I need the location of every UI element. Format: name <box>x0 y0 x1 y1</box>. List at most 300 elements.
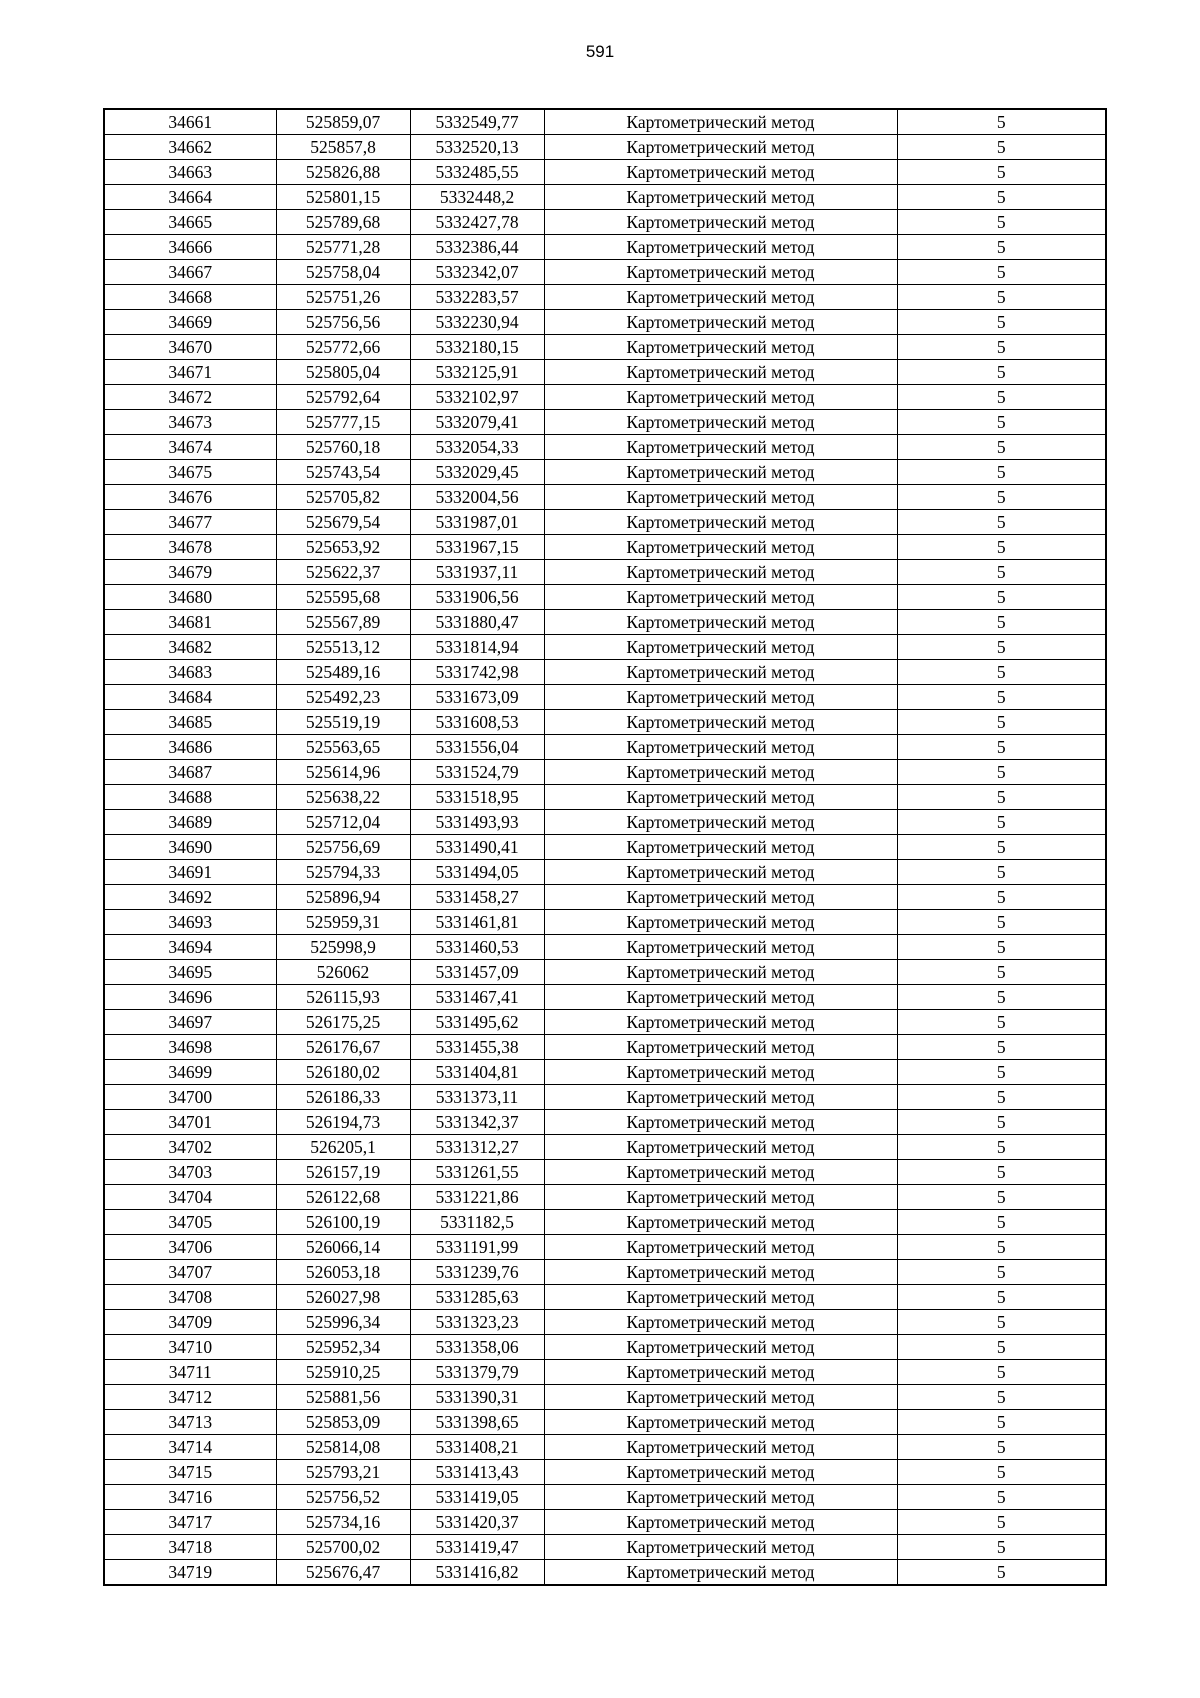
point-number-cell: 34715 <box>104 1460 276 1485</box>
method-cell: Картометрический метод <box>544 1310 897 1335</box>
point-number-cell: 34688 <box>104 785 276 810</box>
x-coordinate-cell: 525595,68 <box>276 585 410 610</box>
table-row <box>104 235 1106 260</box>
y-coordinate-cell: 5331404,81 <box>410 1060 544 1085</box>
x-coordinate-cell: 525567,89 <box>276 610 410 635</box>
table-row <box>104 860 1106 885</box>
y-coordinate-cell: 5332485,55 <box>410 160 544 185</box>
accuracy-cell: 5 <box>897 1510 1106 1535</box>
x-coordinate-cell: 525638,22 <box>276 785 410 810</box>
table-row <box>104 1385 1106 1410</box>
accuracy-cell: 5 <box>897 335 1106 360</box>
table-row <box>104 535 1106 560</box>
accuracy-cell: 5 <box>897 1160 1106 1185</box>
table-row <box>104 835 1106 860</box>
table-row <box>104 1435 1106 1460</box>
point-number-cell: 34663 <box>104 160 276 185</box>
y-coordinate-cell: 5332230,94 <box>410 310 544 335</box>
y-coordinate-cell: 5331419,05 <box>410 1485 544 1510</box>
point-number-cell: 34706 <box>104 1235 276 1260</box>
method-cell: Картометрический метод <box>544 410 897 435</box>
y-coordinate-cell: 5332342,07 <box>410 260 544 285</box>
y-coordinate-cell: 5332520,13 <box>410 135 544 160</box>
accuracy-cell: 5 <box>897 960 1106 985</box>
x-coordinate-cell: 525794,33 <box>276 860 410 885</box>
x-coordinate-cell: 525814,08 <box>276 1435 410 1460</box>
point-number-cell: 34694 <box>104 935 276 960</box>
point-number-cell: 34670 <box>104 335 276 360</box>
point-number-cell: 34661 <box>104 109 276 135</box>
method-cell: Картометрический метод <box>544 585 897 610</box>
y-coordinate-cell: 5331358,06 <box>410 1335 544 1360</box>
table-row <box>104 1335 1106 1360</box>
y-coordinate-cell: 5331937,11 <box>410 560 544 585</box>
y-coordinate-cell: 5331285,63 <box>410 1285 544 1310</box>
table-row <box>104 185 1106 210</box>
x-coordinate-cell: 525998,9 <box>276 935 410 960</box>
accuracy-cell: 5 <box>897 510 1106 535</box>
point-number-cell: 34665 <box>104 210 276 235</box>
accuracy-cell: 5 <box>897 435 1106 460</box>
point-number-cell: 34662 <box>104 135 276 160</box>
y-coordinate-cell: 5331518,95 <box>410 785 544 810</box>
x-coordinate-cell: 525789,68 <box>276 210 410 235</box>
point-number-cell: 34666 <box>104 235 276 260</box>
accuracy-cell: 5 <box>897 1060 1106 1085</box>
table-row <box>104 960 1106 985</box>
point-number-cell: 34692 <box>104 885 276 910</box>
y-coordinate-cell: 5331490,41 <box>410 835 544 860</box>
point-number-cell: 34719 <box>104 1560 276 1586</box>
y-coordinate-cell: 5331494,05 <box>410 860 544 885</box>
table-row <box>104 1510 1106 1535</box>
accuracy-cell: 5 <box>897 1285 1106 1310</box>
point-number-cell: 34698 <box>104 1035 276 1060</box>
table-row <box>104 785 1106 810</box>
method-cell: Картометрический метод <box>544 1235 897 1260</box>
table-row <box>104 460 1106 485</box>
method-cell: Картометрический метод <box>544 760 897 785</box>
accuracy-cell: 5 <box>897 935 1106 960</box>
table-row <box>104 910 1106 935</box>
y-coordinate-cell: 5331742,98 <box>410 660 544 685</box>
accuracy-cell: 5 <box>897 1310 1106 1335</box>
x-coordinate-cell: 526205,1 <box>276 1135 410 1160</box>
table-row <box>104 135 1106 160</box>
x-coordinate-cell: 525614,96 <box>276 760 410 785</box>
table-row <box>104 1035 1106 1060</box>
point-number-cell: 34675 <box>104 460 276 485</box>
point-number-cell: 34679 <box>104 560 276 585</box>
table-row <box>104 735 1106 760</box>
point-number-cell: 34681 <box>104 610 276 635</box>
point-number-cell: 34693 <box>104 910 276 935</box>
x-coordinate-cell: 525705,82 <box>276 485 410 510</box>
method-cell: Картометрический метод <box>544 1260 897 1285</box>
y-coordinate-cell: 5332386,44 <box>410 235 544 260</box>
accuracy-cell: 5 <box>897 1560 1106 1586</box>
x-coordinate-cell: 526180,02 <box>276 1060 410 1085</box>
method-cell: Картометрический метод <box>544 710 897 735</box>
accuracy-cell: 5 <box>897 285 1106 310</box>
accuracy-cell: 5 <box>897 710 1106 735</box>
accuracy-cell: 5 <box>897 1360 1106 1385</box>
accuracy-cell: 5 <box>897 1410 1106 1435</box>
point-number-cell: 34676 <box>104 485 276 510</box>
accuracy-cell: 5 <box>897 1535 1106 1560</box>
x-coordinate-cell: 525489,16 <box>276 660 410 685</box>
accuracy-cell: 5 <box>897 685 1106 710</box>
accuracy-cell: 5 <box>897 260 1106 285</box>
y-coordinate-cell: 5331379,79 <box>410 1360 544 1385</box>
accuracy-cell: 5 <box>897 785 1106 810</box>
accuracy-cell: 5 <box>897 1335 1106 1360</box>
y-coordinate-cell: 5332054,33 <box>410 435 544 460</box>
accuracy-cell: 5 <box>897 185 1106 210</box>
accuracy-cell: 5 <box>897 385 1106 410</box>
accuracy-cell: 5 <box>897 535 1106 560</box>
point-number-cell: 34705 <box>104 1210 276 1235</box>
accuracy-cell: 5 <box>897 1010 1106 1035</box>
point-number-cell: 34678 <box>104 535 276 560</box>
y-coordinate-cell: 5331458,27 <box>410 885 544 910</box>
accuracy-cell: 5 <box>897 660 1106 685</box>
method-cell: Картометрический метод <box>544 1385 897 1410</box>
y-coordinate-cell: 5332549,77 <box>410 109 544 135</box>
x-coordinate-cell: 525772,66 <box>276 335 410 360</box>
table-row <box>104 1110 1106 1135</box>
x-coordinate-cell: 525910,25 <box>276 1360 410 1385</box>
table-row <box>104 1310 1106 1335</box>
coordinates-table <box>103 108 1107 1586</box>
method-cell: Картометрический метод <box>544 635 897 660</box>
method-cell: Картометрический метод <box>544 910 897 935</box>
accuracy-cell: 5 <box>897 1185 1106 1210</box>
y-coordinate-cell: 5332004,56 <box>410 485 544 510</box>
point-number-cell: 34712 <box>104 1385 276 1410</box>
x-coordinate-cell: 526157,19 <box>276 1160 410 1185</box>
x-coordinate-cell: 525679,54 <box>276 510 410 535</box>
y-coordinate-cell: 5331460,53 <box>410 935 544 960</box>
x-coordinate-cell: 525756,56 <box>276 310 410 335</box>
y-coordinate-cell: 5331556,04 <box>410 735 544 760</box>
method-cell: Картометрический метод <box>544 1060 897 1085</box>
y-coordinate-cell: 5332180,15 <box>410 335 544 360</box>
y-coordinate-cell: 5331408,21 <box>410 1435 544 1460</box>
method-cell: Картометрический метод <box>544 1535 897 1560</box>
x-coordinate-cell: 525959,31 <box>276 910 410 935</box>
table-row <box>104 1160 1106 1185</box>
table-row <box>104 385 1106 410</box>
table-row <box>104 635 1106 660</box>
table-row <box>104 885 1106 910</box>
y-coordinate-cell: 5332079,41 <box>410 410 544 435</box>
table-row <box>104 660 1106 685</box>
method-cell: Картометрический метод <box>544 960 897 985</box>
accuracy-cell: 5 <box>897 735 1106 760</box>
x-coordinate-cell: 525881,56 <box>276 1385 410 1410</box>
table-row <box>104 1085 1106 1110</box>
point-number-cell: 34667 <box>104 260 276 285</box>
x-coordinate-cell: 525756,52 <box>276 1485 410 1510</box>
y-coordinate-cell: 5331461,81 <box>410 910 544 935</box>
method-cell: Картометрический метод <box>544 385 897 410</box>
method-cell: Картометрический метод <box>544 1110 897 1135</box>
point-number-cell: 34689 <box>104 810 276 835</box>
table-row <box>104 510 1106 535</box>
point-number-cell: 34682 <box>104 635 276 660</box>
table-row <box>104 1060 1106 1085</box>
y-coordinate-cell: 5331495,62 <box>410 1010 544 1035</box>
y-coordinate-cell: 5331398,65 <box>410 1410 544 1435</box>
point-number-cell: 34697 <box>104 1010 276 1035</box>
table-row <box>104 1360 1106 1385</box>
accuracy-cell: 5 <box>897 1085 1106 1110</box>
y-coordinate-cell: 5332125,91 <box>410 360 544 385</box>
method-cell: Картометрический метод <box>544 435 897 460</box>
method-cell: Картометрический метод <box>544 685 897 710</box>
y-coordinate-cell: 5331814,94 <box>410 635 544 660</box>
x-coordinate-cell: 525513,12 <box>276 635 410 660</box>
accuracy-cell: 5 <box>897 1235 1106 1260</box>
accuracy-cell: 5 <box>897 135 1106 160</box>
y-coordinate-cell: 5331967,15 <box>410 535 544 560</box>
accuracy-cell: 5 <box>897 885 1106 910</box>
x-coordinate-cell: 525826,88 <box>276 160 410 185</box>
y-coordinate-cell: 5331493,93 <box>410 810 544 835</box>
method-cell: Картометрический метод <box>544 335 897 360</box>
point-number-cell: 34690 <box>104 835 276 860</box>
y-coordinate-cell: 5331419,47 <box>410 1535 544 1560</box>
table-row <box>104 109 1106 135</box>
table-row <box>104 210 1106 235</box>
table-row <box>104 1560 1106 1586</box>
page-number: 591 <box>585 42 615 61</box>
table-row <box>104 560 1106 585</box>
method-cell: Картометрический метод <box>544 1435 897 1460</box>
table-row <box>104 360 1106 385</box>
method-cell: Картометрический метод <box>544 810 897 835</box>
point-number-cell: 34686 <box>104 735 276 760</box>
point-number-cell: 34685 <box>104 710 276 735</box>
y-coordinate-cell: 5331239,76 <box>410 1260 544 1285</box>
accuracy-cell: 5 <box>897 760 1106 785</box>
x-coordinate-cell: 526176,67 <box>276 1035 410 1060</box>
accuracy-cell: 5 <box>897 460 1106 485</box>
point-number-cell: 34713 <box>104 1410 276 1435</box>
x-coordinate-cell: 525519,19 <box>276 710 410 735</box>
y-coordinate-cell: 5331673,09 <box>410 685 544 710</box>
y-coordinate-cell: 5331413,43 <box>410 1460 544 1485</box>
point-number-cell: 34702 <box>104 1135 276 1160</box>
point-number-cell: 34664 <box>104 185 276 210</box>
table-row <box>104 260 1106 285</box>
x-coordinate-cell: 526053,18 <box>276 1260 410 1285</box>
method-cell: Картометрический метод <box>544 1185 897 1210</box>
point-number-cell: 34708 <box>104 1285 276 1310</box>
method-cell: Картометрический метод <box>544 835 897 860</box>
accuracy-cell: 5 <box>897 235 1106 260</box>
x-coordinate-cell: 525743,54 <box>276 460 410 485</box>
table-row <box>104 1235 1106 1260</box>
table-row <box>104 1185 1106 1210</box>
x-coordinate-cell: 525622,37 <box>276 560 410 585</box>
table-row <box>104 410 1106 435</box>
method-cell: Картометрический метод <box>544 1210 897 1235</box>
x-coordinate-cell: 525896,94 <box>276 885 410 910</box>
method-cell: Картометрический метод <box>544 935 897 960</box>
x-coordinate-cell: 525676,47 <box>276 1560 410 1586</box>
point-number-cell: 34696 <box>104 985 276 1010</box>
accuracy-cell: 5 <box>897 635 1106 660</box>
table-row <box>104 285 1106 310</box>
x-coordinate-cell: 525793,21 <box>276 1460 410 1485</box>
table-row <box>104 985 1106 1010</box>
table-row <box>104 685 1106 710</box>
accuracy-cell: 5 <box>897 910 1106 935</box>
method-cell: Картометрический метод <box>544 510 897 535</box>
method-cell: Картометрический метод <box>544 1160 897 1185</box>
point-number-cell: 34669 <box>104 310 276 335</box>
method-cell: Картометрический метод <box>544 985 897 1010</box>
x-coordinate-cell: 526062 <box>276 960 410 985</box>
method-cell: Картометрический метод <box>544 1135 897 1160</box>
method-cell: Картометрический метод <box>544 360 897 385</box>
table-row <box>104 1460 1106 1485</box>
point-number-cell: 34699 <box>104 1060 276 1085</box>
point-number-cell: 34671 <box>104 360 276 385</box>
x-coordinate-cell: 525734,16 <box>276 1510 410 1535</box>
method-cell: Картометрический метод <box>544 485 897 510</box>
table-row <box>104 935 1106 960</box>
method-cell: Картометрический метод <box>544 109 897 135</box>
point-number-cell: 34709 <box>104 1310 276 1335</box>
point-number-cell: 34672 <box>104 385 276 410</box>
point-number-cell: 34677 <box>104 510 276 535</box>
y-coordinate-cell: 5331261,55 <box>410 1160 544 1185</box>
y-coordinate-cell: 5332283,57 <box>410 285 544 310</box>
table-row <box>104 485 1106 510</box>
x-coordinate-cell: 526175,25 <box>276 1010 410 1035</box>
y-coordinate-cell: 5331373,11 <box>410 1085 544 1110</box>
method-cell: Картометрический метод <box>544 785 897 810</box>
table-row <box>104 1260 1106 1285</box>
method-cell: Картометрический метод <box>544 660 897 685</box>
y-coordinate-cell: 5331342,37 <box>410 1110 544 1135</box>
accuracy-cell: 5 <box>897 1135 1106 1160</box>
method-cell: Картометрический метод <box>544 1510 897 1535</box>
method-cell: Картометрический метод <box>544 535 897 560</box>
x-coordinate-cell: 525777,15 <box>276 410 410 435</box>
point-number-cell: 34714 <box>104 1435 276 1460</box>
method-cell: Картометрический метод <box>544 1010 897 1035</box>
table-row <box>104 310 1106 335</box>
x-coordinate-cell: 526194,73 <box>276 1110 410 1135</box>
accuracy-cell: 5 <box>897 610 1106 635</box>
method-cell: Картометрический метод <box>544 1035 897 1060</box>
point-number-cell: 34684 <box>104 685 276 710</box>
x-coordinate-cell: 525805,04 <box>276 360 410 385</box>
method-cell: Картометрический метод <box>544 560 897 585</box>
table-row <box>104 810 1106 835</box>
table-row <box>104 1135 1106 1160</box>
method-cell: Картометрический метод <box>544 1285 897 1310</box>
y-coordinate-cell: 5331906,56 <box>410 585 544 610</box>
method-cell: Картометрический метод <box>544 1460 897 1485</box>
method-cell: Картометрический метод <box>544 235 897 260</box>
y-coordinate-cell: 5331987,01 <box>410 510 544 535</box>
y-coordinate-cell: 5331221,86 <box>410 1185 544 1210</box>
x-coordinate-cell: 525492,23 <box>276 685 410 710</box>
y-coordinate-cell: 5331880,47 <box>410 610 544 635</box>
table-row <box>104 760 1106 785</box>
accuracy-cell: 5 <box>897 410 1106 435</box>
x-coordinate-cell: 525771,28 <box>276 235 410 260</box>
y-coordinate-cell: 5331420,37 <box>410 1510 544 1535</box>
y-coordinate-cell: 5331457,09 <box>410 960 544 985</box>
y-coordinate-cell: 5331608,53 <box>410 710 544 735</box>
x-coordinate-cell: 525801,15 <box>276 185 410 210</box>
method-cell: Картометрический метод <box>544 610 897 635</box>
accuracy-cell: 5 <box>897 560 1106 585</box>
method-cell: Картометрический метод <box>544 260 897 285</box>
accuracy-cell: 5 <box>897 1035 1106 1060</box>
point-number-cell: 34674 <box>104 435 276 460</box>
accuracy-cell: 5 <box>897 1210 1106 1235</box>
x-coordinate-cell: 525653,92 <box>276 535 410 560</box>
point-number-cell: 34704 <box>104 1185 276 1210</box>
x-coordinate-cell: 525700,02 <box>276 1535 410 1560</box>
point-number-cell: 34700 <box>104 1085 276 1110</box>
point-number-cell: 34680 <box>104 585 276 610</box>
accuracy-cell: 5 <box>897 310 1106 335</box>
accuracy-cell: 5 <box>897 485 1106 510</box>
method-cell: Картометрический метод <box>544 1560 897 1586</box>
method-cell: Картометрический метод <box>544 185 897 210</box>
method-cell: Картометрический метод <box>544 310 897 335</box>
table-row <box>104 710 1106 735</box>
y-coordinate-cell: 5332029,45 <box>410 460 544 485</box>
accuracy-cell: 5 <box>897 360 1106 385</box>
method-cell: Картометрический метод <box>544 860 897 885</box>
accuracy-cell: 5 <box>897 109 1106 135</box>
point-number-cell: 34707 <box>104 1260 276 1285</box>
x-coordinate-cell: 526186,33 <box>276 1085 410 1110</box>
method-cell: Картометрический метод <box>544 135 897 160</box>
point-number-cell: 34716 <box>104 1485 276 1510</box>
x-coordinate-cell: 526115,93 <box>276 985 410 1010</box>
x-coordinate-cell: 525760,18 <box>276 435 410 460</box>
y-coordinate-cell: 5331312,27 <box>410 1135 544 1160</box>
point-number-cell: 34687 <box>104 760 276 785</box>
accuracy-cell: 5 <box>897 585 1106 610</box>
method-cell: Картометрический метод <box>544 1085 897 1110</box>
method-cell: Картометрический метод <box>544 1335 897 1360</box>
accuracy-cell: 5 <box>897 1260 1106 1285</box>
table-row <box>104 585 1106 610</box>
table-body <box>104 109 1106 1585</box>
accuracy-cell: 5 <box>897 1385 1106 1410</box>
x-coordinate-cell: 525853,09 <box>276 1410 410 1435</box>
method-cell: Картометрический метод <box>544 160 897 185</box>
y-coordinate-cell: 5331524,79 <box>410 760 544 785</box>
accuracy-cell: 5 <box>897 1110 1106 1135</box>
x-coordinate-cell: 525712,04 <box>276 810 410 835</box>
table-row <box>104 610 1106 635</box>
accuracy-cell: 5 <box>897 1485 1106 1510</box>
table-row <box>104 335 1106 360</box>
accuracy-cell: 5 <box>897 210 1106 235</box>
